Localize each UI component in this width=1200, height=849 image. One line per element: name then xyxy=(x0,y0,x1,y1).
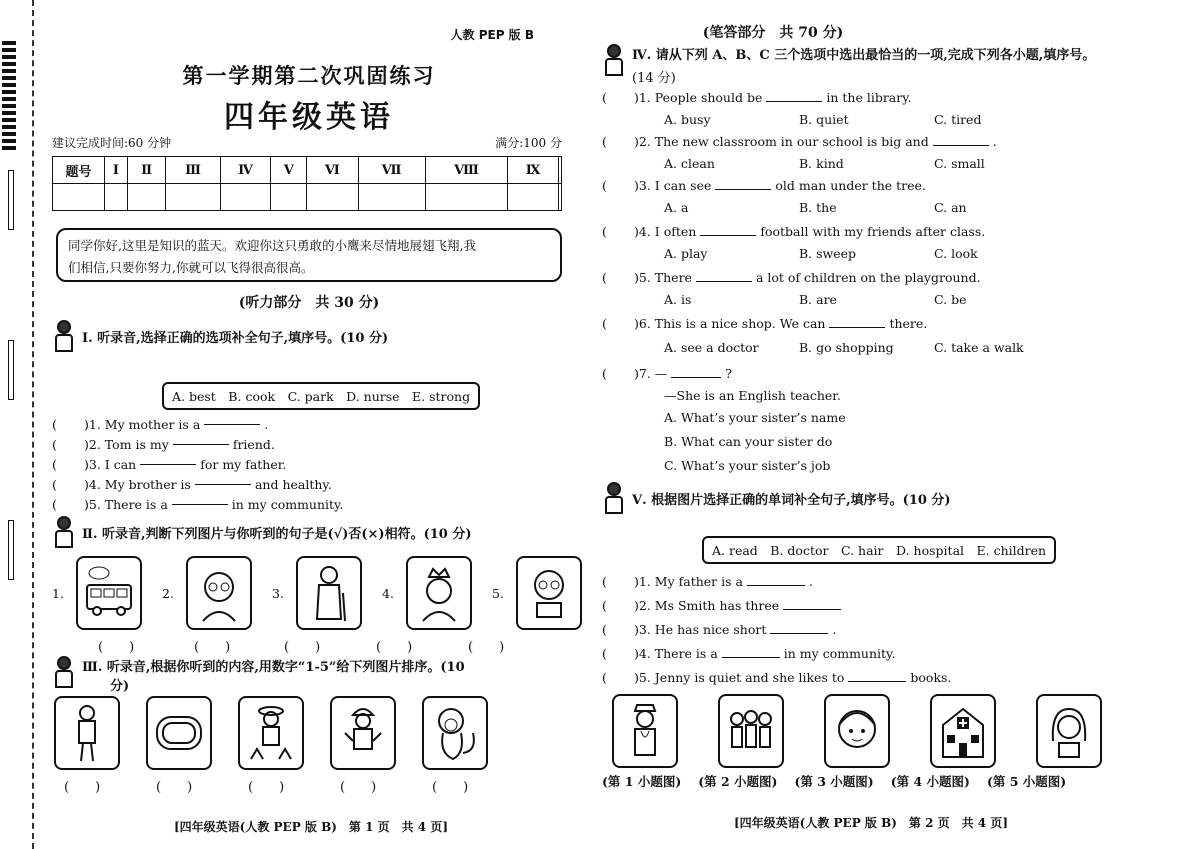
exam-title: 第一学期第二次巩固练习 xyxy=(182,63,436,88)
list-item xyxy=(602,316,927,331)
page-footer: [四年级英语(人教 PEP 版 B) 第 2 页 共 4 页] xyxy=(734,816,1008,830)
item-text: Tom is my xyxy=(104,436,169,452)
picture-caption: (第 4 小题图) xyxy=(890,774,970,789)
answer-paren[interactable]: ( xyxy=(52,436,57,452)
answer-paren[interactable]: ( xyxy=(602,622,607,637)
page-2 xyxy=(598,0,1188,849)
question-1-heading xyxy=(52,320,388,352)
student-icon xyxy=(602,482,626,514)
item-text: My brother is xyxy=(104,476,191,492)
score-cell[interactable] xyxy=(425,184,508,211)
answer-blank[interactable] xyxy=(140,464,196,465)
hospital-icon xyxy=(930,694,996,768)
list-item xyxy=(602,178,926,193)
binding-mark xyxy=(8,340,14,400)
item-num: )1. xyxy=(84,416,101,432)
answer-slot[interactable]: ( ) xyxy=(284,640,321,655)
item-text: ? xyxy=(725,366,732,381)
answer-blank[interactable] xyxy=(783,609,841,610)
item-num: )2. xyxy=(634,134,651,149)
item-text: He has nice short xyxy=(654,622,767,637)
question-5-pictures xyxy=(612,694,1102,768)
answer-paren[interactable]: ( xyxy=(602,270,607,285)
item-text: I can xyxy=(104,456,137,472)
item-text: . xyxy=(808,574,813,589)
answer-paren[interactable]: ( xyxy=(602,224,607,239)
answer-paren[interactable]: ( xyxy=(602,178,607,193)
question-1-title: Ⅰ. 听录音,选择正确的选项补全句子,填序号。(10 分) xyxy=(82,330,389,346)
word-options-box: A. best B. cook C. park D. nurse E. strong xyxy=(162,382,480,410)
answer-paren[interactable]: ( xyxy=(602,90,607,105)
item-text: My mother is a xyxy=(104,416,201,432)
page-1 xyxy=(44,0,574,849)
list-item xyxy=(602,134,997,149)
choice-a[interactable]: A. a xyxy=(664,200,689,215)
score-col: Ⅴ xyxy=(271,157,307,184)
score-col xyxy=(558,157,561,184)
choice-options xyxy=(664,292,1069,307)
list-item xyxy=(602,622,836,637)
item-text: There is a xyxy=(654,646,718,661)
list-item xyxy=(52,434,343,454)
list-item xyxy=(602,574,813,589)
item-num: )4. xyxy=(84,476,101,492)
item-num: )5. xyxy=(84,496,101,512)
welcome-message xyxy=(56,228,562,282)
score-col: Ⅶ xyxy=(358,157,425,184)
item-text: People should be xyxy=(654,90,763,105)
answer-slot[interactable]: ( ) xyxy=(98,640,135,655)
grandpa-icon xyxy=(186,556,252,630)
list-item xyxy=(52,474,343,494)
picture-caption: (第 3 小题图) xyxy=(794,774,874,789)
item-text: in my community. xyxy=(783,646,896,661)
score-cell[interactable] xyxy=(220,184,271,211)
item-num: )1. xyxy=(634,90,651,105)
answer-slot[interactable]: ( ) xyxy=(376,640,413,655)
choice-options xyxy=(664,340,1069,355)
answer-blank[interactable] xyxy=(671,377,721,378)
student-icon xyxy=(52,320,76,352)
choice-options xyxy=(664,112,1069,127)
choice-a[interactable]: A. clean xyxy=(664,156,715,171)
answer-paren[interactable]: ( xyxy=(602,598,607,613)
answer-blank[interactable] xyxy=(715,189,771,190)
question-2-pictures xyxy=(52,556,582,630)
farmer-icon xyxy=(238,696,304,770)
choice-a[interactable]: A. What’s your sister’s name xyxy=(664,410,846,425)
answer-blank[interactable] xyxy=(848,681,906,682)
choice-b[interactable]: B. quiet xyxy=(799,112,849,127)
list-item xyxy=(602,670,951,685)
choice-c[interactable]: C. an xyxy=(934,200,967,215)
picture-number: 3. xyxy=(272,585,284,601)
answer-paren[interactable]: ( xyxy=(602,316,607,331)
worker-icon xyxy=(330,696,396,770)
choice-c[interactable]: C. tired xyxy=(934,112,982,127)
score-cell[interactable] xyxy=(358,184,425,211)
boy-face-icon xyxy=(824,694,890,768)
answer-blank[interactable] xyxy=(770,633,828,634)
question-3-heading xyxy=(52,656,465,694)
welcome-line: 同学你好,这里是知识的蓝天。欢迎你这只勇敢的小鹰来尽情地展翅飞翔,我 xyxy=(68,238,476,253)
binding-mark xyxy=(8,520,14,580)
item-text: there. xyxy=(889,316,928,331)
question-5-captions xyxy=(602,772,1066,790)
choice-options xyxy=(664,156,1069,171)
student-icon xyxy=(52,516,76,548)
item-text: Jenny is quiet and she likes to xyxy=(654,670,845,685)
question-3-pictures xyxy=(54,696,488,770)
answer-blank[interactable] xyxy=(696,281,752,282)
doctor-icon xyxy=(612,694,678,768)
dialogue-line: —She is an English teacher. xyxy=(664,388,841,403)
item-num: )2. xyxy=(634,598,651,613)
qr-code-icon xyxy=(2,40,16,150)
choice-c[interactable]: C. look xyxy=(934,246,978,261)
list-item xyxy=(52,414,343,434)
item-text: books. xyxy=(910,670,952,685)
choice-options xyxy=(664,200,1069,215)
item-text: for my father. xyxy=(200,456,287,472)
item-num: )7. xyxy=(634,366,651,381)
choice-b[interactable]: B. kind xyxy=(799,156,844,171)
children-icon xyxy=(718,694,784,768)
choice-b[interactable]: B. sweep xyxy=(799,246,857,261)
question-5-heading xyxy=(602,482,951,514)
subject-title: 四年级英语 xyxy=(224,100,394,135)
picture-number: 1. xyxy=(52,585,64,601)
item-text: in the library. xyxy=(826,90,912,105)
question-1-items xyxy=(52,414,343,514)
answer-slot[interactable]: ( ) xyxy=(432,780,469,795)
item-text: There is a xyxy=(104,496,168,512)
item-text: football with my friends after class. xyxy=(760,224,986,239)
item-text: . xyxy=(264,416,269,432)
list-item xyxy=(602,270,981,285)
answer-paren[interactable]: ( xyxy=(602,670,607,685)
choice-b[interactable]: B. What can your sister do xyxy=(664,434,833,449)
student-icon xyxy=(602,44,626,76)
suggested-time: 建议完成时间:60 分钟 xyxy=(52,136,172,150)
score-col: Ⅳ xyxy=(220,157,271,184)
choice-b[interactable]: B. go shopping xyxy=(799,340,894,355)
score-cell[interactable] xyxy=(558,184,561,211)
list-item xyxy=(602,598,845,613)
picture-number: 4. xyxy=(382,585,394,601)
item-text: old man under the tree. xyxy=(775,178,926,193)
bus-icon xyxy=(76,556,142,630)
answer-blank[interactable] xyxy=(933,145,989,146)
picture-caption: (第 5 小题图) xyxy=(986,774,1067,789)
item-text: and healthy. xyxy=(254,476,332,492)
score-cell[interactable] xyxy=(127,184,166,211)
answer-slot[interactable]: ( ) xyxy=(194,640,231,655)
item-text: in my community. xyxy=(231,496,344,512)
choice-a[interactable]: A. see a doctor xyxy=(664,340,759,355)
choice-a[interactable]: A. play xyxy=(664,246,708,261)
choice-c[interactable]: C. be xyxy=(934,292,967,307)
item-text: I often xyxy=(654,224,697,239)
picture-number: 2. xyxy=(162,585,174,601)
answer-slot[interactable]: ( ) xyxy=(468,640,505,655)
choice-b[interactable]: B. the xyxy=(799,200,837,215)
item-num: )4. xyxy=(634,224,651,239)
answer-paren[interactable]: ( xyxy=(52,496,57,512)
item-num: )5. xyxy=(634,670,651,685)
list-item xyxy=(602,90,912,105)
student-icon xyxy=(52,656,76,688)
question-4-title: Ⅳ. 请从下列 A、B、C 三个选项中选出最恰当的一项,完成下列各小题,填序号。 xyxy=(632,48,1096,63)
score-table xyxy=(52,156,562,211)
item-num: )6. xyxy=(634,316,651,331)
choice-c[interactable]: C. small xyxy=(934,156,985,171)
item-text: . xyxy=(992,134,997,149)
item-text: Ms Smith has three xyxy=(654,598,780,613)
queen-icon xyxy=(406,556,472,630)
score-col: Ⅸ xyxy=(508,157,558,184)
choice-a[interactable]: A. is xyxy=(664,292,692,307)
item-num: )2. xyxy=(84,436,101,452)
item-text: friend. xyxy=(232,436,275,452)
question-5-title: Ⅴ. 根据图片选择正确的单词补全句子,填序号。(10 分) xyxy=(632,492,951,508)
answer-slot[interactable]: ( ) xyxy=(64,780,101,795)
answer-slot[interactable]: ( ) xyxy=(340,780,377,795)
score-col: Ⅲ xyxy=(166,157,220,184)
listening-heading: (听力部分 共 30 分) xyxy=(238,295,380,311)
choice-c[interactable]: C. What’s your sister’s job xyxy=(664,458,831,473)
score-cell[interactable] xyxy=(271,184,307,211)
question-3-title: Ⅲ. 听录音,根据你听到的内容,用数字“1-5”给下列图片排序。(10 xyxy=(82,660,465,675)
item-text: My father is a xyxy=(654,574,743,589)
picture-number: 5. xyxy=(492,585,504,601)
welcome-line: 们相信,只要你努力,你就可以飞得很高很高。 xyxy=(68,260,314,275)
item-text: . xyxy=(832,622,837,637)
answer-blank[interactable] xyxy=(747,585,805,586)
question-4-heading xyxy=(602,44,1095,86)
edition-tag: 人教 PEP 版 B xyxy=(450,28,534,42)
list-item xyxy=(602,366,732,381)
question-2-heading xyxy=(52,516,472,548)
list-item xyxy=(602,646,895,661)
score-cell[interactable] xyxy=(53,184,105,211)
page-footer: [四年级英语(人教 PEP 版 B) 第 1 页 共 4 页] xyxy=(174,820,448,834)
score-col: Ⅷ xyxy=(425,157,508,184)
score-cell[interactable] xyxy=(508,184,558,211)
answer-blank[interactable] xyxy=(195,484,251,485)
answer-paren[interactable]: ( xyxy=(602,366,607,381)
answer-paren[interactable]: ( xyxy=(52,416,57,432)
list-item xyxy=(52,454,343,474)
item-text: a lot of children on the playground. xyxy=(755,270,981,285)
boy-reading-icon xyxy=(516,556,582,630)
man-icon xyxy=(54,696,120,770)
answer-slot[interactable]: ( ) xyxy=(248,780,285,795)
answer-blank[interactable] xyxy=(172,504,228,505)
answer-paren[interactable]: ( xyxy=(602,646,607,661)
picture-caption: (第 1 小题图) xyxy=(602,774,682,789)
exam-meta xyxy=(52,134,562,151)
item-num: )3. xyxy=(634,178,651,193)
answer-blank[interactable] xyxy=(173,444,229,445)
binding-mark xyxy=(8,170,14,230)
written-heading: (笔答部分 共 70 分) xyxy=(702,25,844,41)
item-num: )3. xyxy=(634,622,651,637)
grandma-icon xyxy=(296,556,362,630)
answer-paren[interactable]: ( xyxy=(52,456,57,472)
score-col: I xyxy=(105,157,128,184)
score-table-label: 题号 xyxy=(53,157,105,184)
choice-options xyxy=(664,246,1069,261)
score-cell[interactable] xyxy=(166,184,220,211)
monkey-icon xyxy=(422,696,488,770)
item-text: The new classroom in our school is big and xyxy=(654,134,929,149)
choice-c[interactable]: C. take a walk xyxy=(934,340,1024,355)
item-num: )3. xyxy=(84,456,101,472)
item-text: There xyxy=(654,270,692,285)
girl-reading-icon xyxy=(1036,694,1102,768)
item-text: — xyxy=(654,366,668,381)
picture-caption: (第 2 小题图) xyxy=(698,774,778,789)
answer-blank[interactable] xyxy=(722,657,780,658)
answer-blank[interactable] xyxy=(829,327,885,328)
score-cell[interactable] xyxy=(307,184,358,211)
answer-slot[interactable]: ( ) xyxy=(156,780,193,795)
item-num: )4. xyxy=(634,646,651,661)
binding-strip xyxy=(0,0,34,849)
score-col: Ⅱ xyxy=(127,157,166,184)
question-3-title-cont: 分) xyxy=(110,679,130,694)
answer-blank[interactable] xyxy=(766,101,822,102)
choice-b[interactable]: B. are xyxy=(799,292,837,307)
item-text: This is a nice shop. We can xyxy=(654,316,826,331)
list-item xyxy=(52,494,343,514)
answer-blank[interactable] xyxy=(204,424,260,425)
answer-paren[interactable]: ( xyxy=(602,134,607,149)
answer-paren[interactable]: ( xyxy=(52,476,57,492)
full-score: 满分:100 分 xyxy=(495,136,562,150)
answer-paren[interactable]: ( xyxy=(602,574,607,589)
question-2-title: Ⅱ. 听录音,判断下列图片与你听到的句子是(√)否(×)相符。(10 分) xyxy=(82,526,472,542)
score-col: Ⅵ xyxy=(307,157,358,184)
track-icon xyxy=(146,696,212,770)
score-cell[interactable] xyxy=(105,184,128,211)
answer-blank[interactable] xyxy=(700,235,756,236)
list-item xyxy=(602,224,985,239)
item-num: )5. xyxy=(634,270,651,285)
item-text: I can see xyxy=(654,178,712,193)
word-options-box: A. read B. doctor C. hair D. hospital E. children xyxy=(702,536,1056,564)
item-num: )1. xyxy=(634,574,651,589)
question-4-points: (14 分) xyxy=(632,71,676,86)
choice-a[interactable]: A. busy xyxy=(664,112,711,127)
